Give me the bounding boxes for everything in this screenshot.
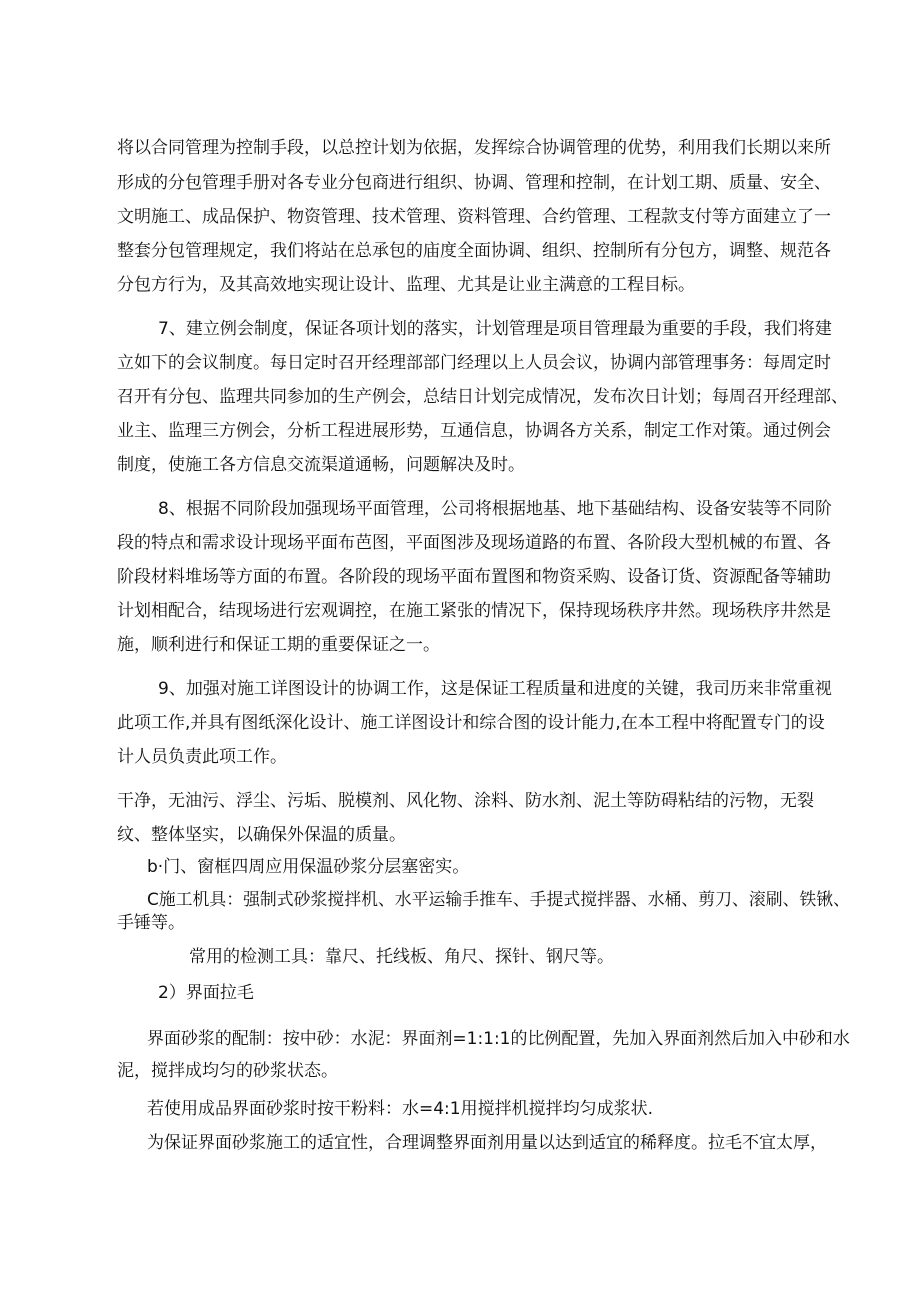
paragraph-7-line-1: 7、建立例会制度，保证各项计划的落实，计划管理是项目管理最为重要的手段，我们将建 xyxy=(158,319,832,339)
paragraph-8-line-2: 段的特点和需求设计现场平面布芭图，平面图涉及现场道路的布置、各阶段大型机械的布置、各 xyxy=(117,533,831,553)
section-heading: 2）界面拉毛 xyxy=(158,983,254,1003)
paragraph-9-line-3: 计人员负责此项工作。 xyxy=(117,747,287,767)
paragraph-last: 为保证界面砂浆施工的适宜性，合理调整界面剂用量以达到适宜的稀释度。拉毛不宜太厚， xyxy=(147,1133,827,1153)
paragraph-mix-line-2: 泥，搅拌成均匀的砂浆状态。 xyxy=(117,1061,338,1081)
paragraph-9-line-2: 此项工作,并具有图纸深化设计、施工详图设计和综合图的设计能力,在本工程中将配置专门的设 xyxy=(117,713,825,733)
paragraph-7-line-5: 制度，使施工各方信息交流渠道通畅，问题解决及时。 xyxy=(117,455,525,475)
item-b: b·门、窗框四周应用保温砂浆分层塞密实。 xyxy=(147,857,470,877)
paragraph-7-line-2: 立如下的会议制度。每日定时召开经理部部门经理以上人员会议，协调内部管理事务：每周定时 xyxy=(117,353,831,373)
paragraph-9-line-1: 9、加强对施工详图设计的协调工作，这是保证工程质量和进度的关键，我司历来非常重视 xyxy=(158,679,832,699)
item-c-line-1: C施工机具：强制式砂浆搅拌机、水平运输手推车、手提式搅拌器、水桶、剪刀、滚刷、铁锹、 xyxy=(147,889,851,909)
paragraph-mix-line-1: 界面砂浆的配制：按中砂：水泥：界面剂=1:1:1的比例配置，先加入界面剂然后加入中砂和水 xyxy=(147,1029,850,1049)
paragraph-clean-line-1: 干净，无油污、浮尘、污垢、脱模剂、风化物、涂料、防水剂、泥土等防碍粘结的污物，无裂 xyxy=(117,791,814,811)
paragraph-1-line-3: 文明施工、成品保护、物资管理、技术管理、资料管理、合约管理、工程款支付等方面建立了一 xyxy=(117,207,831,227)
item-c-line-2: 手锤等。 xyxy=(117,913,185,933)
paragraph-7-line-3: 召开有分包、监理共同参加的生产例会，总结日计划完成情况，发布次日计划；每周召开经理部、 xyxy=(117,387,848,407)
paragraph-product: 若使用成品界面砂浆时按干粉料：水=4:1用搅拌机搅拌均匀成浆状. xyxy=(147,1099,654,1119)
paragraph-clean-line-2: 纹、整体坚实，以确保外保温的质量。 xyxy=(117,825,406,845)
paragraph-1-line-2: 形成的分包管理手册对各专业分包商进行组织、协调、管理和控制，在计划工期、质量、安全、 xyxy=(117,173,831,193)
paragraph-1-line-5: 分包方行为，及其高效地实现让设计、监理、尤其是让业主满意的工程目标。 xyxy=(117,275,695,295)
paragraph-8-line-1: 8、根据不同阶段加强现场平面管理，公司将根据地基、地下基础结构、设备安装等不同阶 xyxy=(158,499,832,519)
paragraph-7-line-4: 业主、监理三方例会，分析工程进展形势，互通信息，协调各方关系，制定工作对策。通过例会 xyxy=(117,421,831,441)
paragraph-8-line-5: 施，顺利进行和保证工期的重要保证之一。 xyxy=(117,635,440,655)
paragraph-8-line-3: 阶段材料堆场等方面的布置。各阶段的现场平面布置图和物资采购、设备订货、资源配备等辅助 xyxy=(117,567,831,587)
paragraph-1-line-4: 整套分包管理规定，我们将站在总承包的庙度全面协调、组织、控制所有分包方，调整、规范各 xyxy=(117,241,831,261)
tools-line: 常用的检测工具：靠尺、托线板、角尺、探针、钢尺等。 xyxy=(189,947,614,967)
paragraph-8-line-4: 计划相配合，结现场进行宏观调控，在施工紧张的情况下，保持现场秩序井然。现场秩序井然是 xyxy=(117,601,831,621)
paragraph-1-line-1: 将以合同管理为控制手段，以总控计划为依据，发挥综合协调管理的优势，利用我们长期以来所 xyxy=(117,138,831,158)
